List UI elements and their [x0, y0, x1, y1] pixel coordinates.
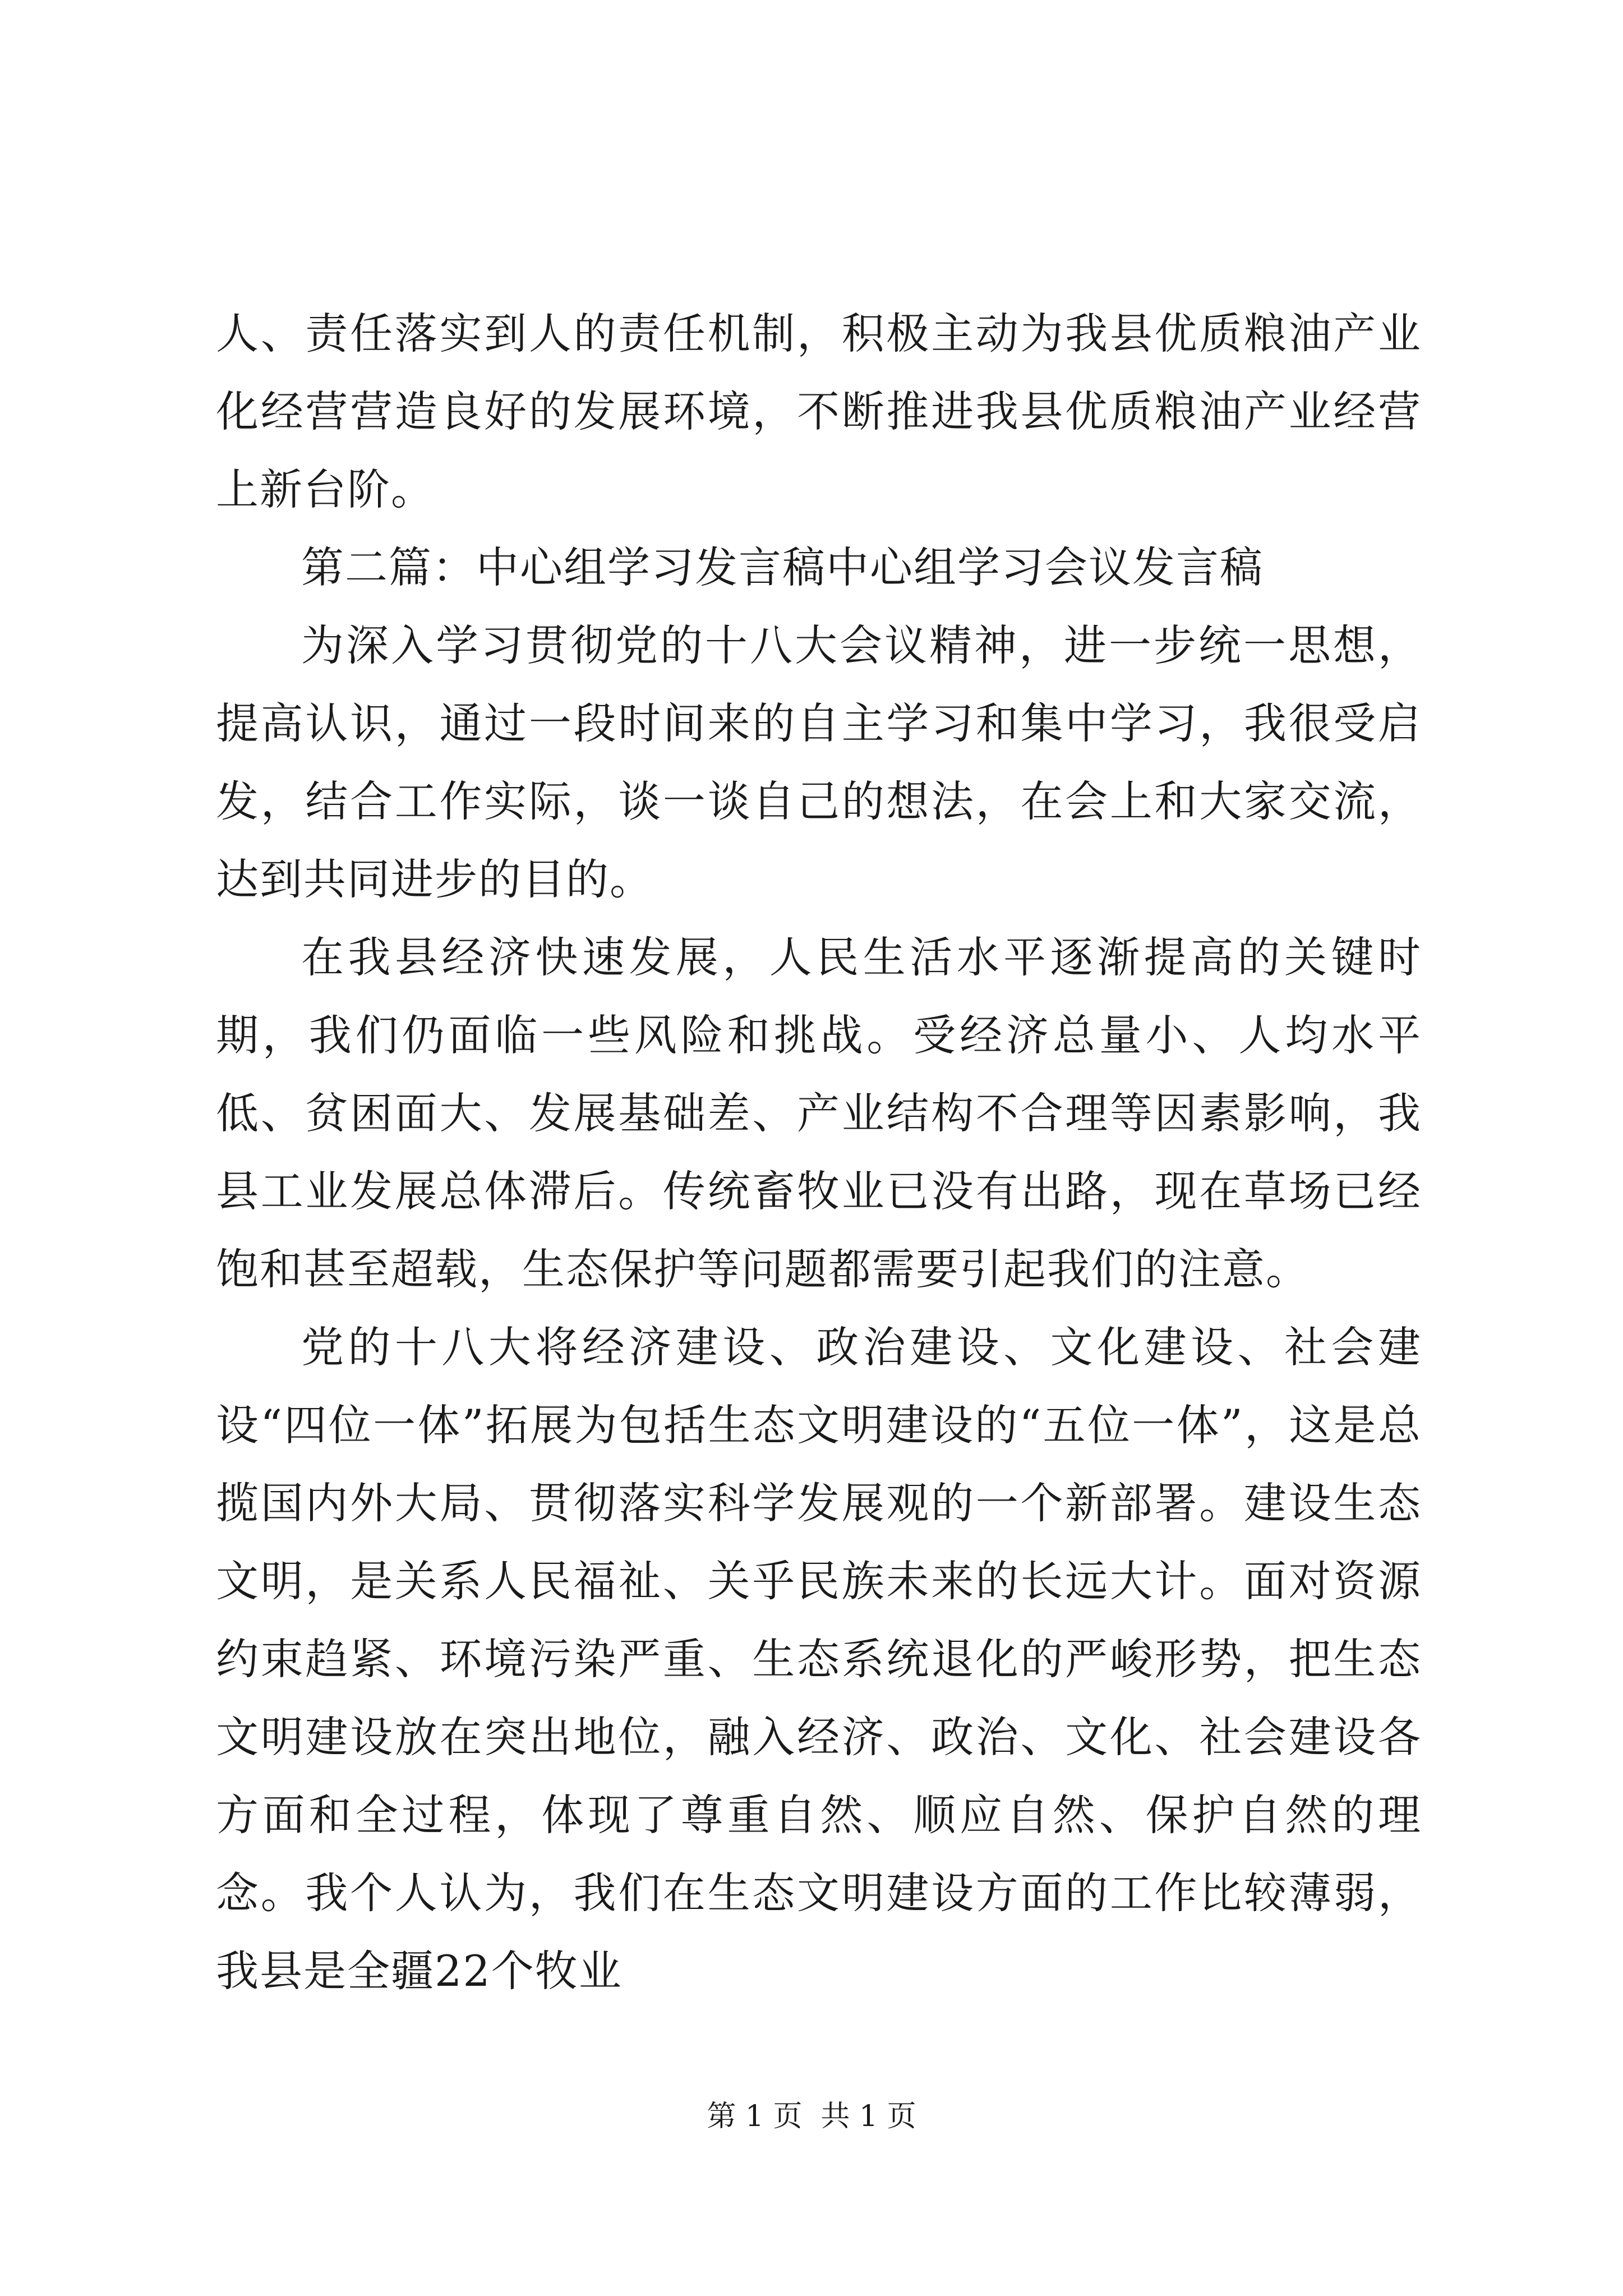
paragraph-continuation: 人、责任落实到人的责任机制，积极主动为我县优质粮油产业化经营营造良好的发展环境，不断推进我县优质粮油产业经营上新台阶。 — [216, 309, 1422, 514]
page-number-label: 第 1 页 共 1 页 — [707, 2100, 916, 2133]
page-footer — [0, 2097, 1623, 2136]
document-body — [216, 295, 1422, 2010]
paragraph: 党的十八大将经济建设、政治建设、文化建设、社会建设“四位一体”拓展为包括生态文明建设的“五位一体”，这是总揽国内外大局、贯彻落实科学发展观的一个新部署。建设生态文明，是关系人民福祉、关乎民族未来的长远大计。面对资源约束趋紧、环境污染严重、生态系统退化的严峻形势，把生态文明建设放在突出地位，融入经济、政治、文化、社会建设各方面和全过程，体现了尊重自然、顺应自然、保护自然的理念。我个人认为，我们在生态文明建设方面的工作比较薄弱，我县是全疆22个牧业 — [216, 1322, 1422, 1996]
section-heading: 第二篇：中心组学习发言稿中心组学习会议发言稿 — [301, 542, 1264, 592]
paragraph: 在我县经济快速发展，人民生活水平逐渐提高的关键时期，我们仍面临一些风险和挑战。受经济总量小、人均水平低、贫困面大、发展基础差、产业结构不合理等因素影响，我县工业发展总体滞后。传统畜牧业已没有出路，现在草场已经饱和甚至超载，生态保护等问题都需要引起我们的注意。 — [216, 932, 1422, 1294]
paragraph: 为深入学习贯彻党的十八大会议精神，进一步统一思想，提高认识，通过一段时间来的自主学习和集中学习，我很受启发，结合工作实际，谈一谈自己的想法，在会上和大家交流，达到共同进步的目的。 — [216, 620, 1422, 904]
